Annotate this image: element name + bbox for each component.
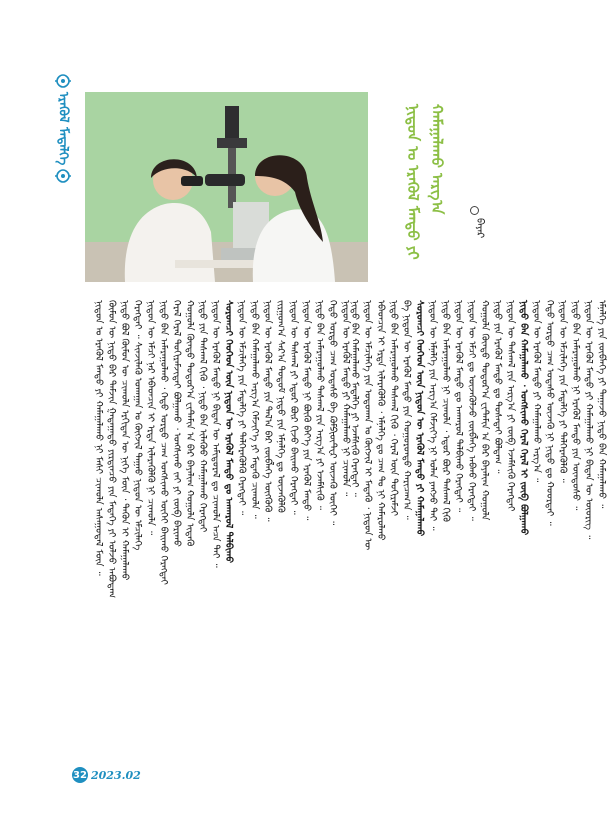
- ornament-bottom-icon: [54, 169, 72, 183]
- text-column: ᠨᠢᠳᠦᠨ ᠦ ᠡᠷᠡᠭᠦᠯ ᠮᠡᠨᠳᠦ ᠶᠢᠨ ᠲᠠᠯ᠎ᠠ ᠪᠠᠷ ᠵᠥᠪᠯᠡᠭᠡ ᠥᠭᠭᠦᠬᠦ ᠃: [262, 300, 273, 522]
- text-column: ᠨᠢᠳᠦᠨ ᠦ ᠡᠷᠡᠭᠦᠯ ᠮᠡᠨᠳᠦ ᠶᠢ ᠬᠠᠮᠠᠭᠠᠯᠠᠬᠤ ᠨᠢ ᠪᠢᠳᠡᠨ ᠦ ᠦᠦᠷᠢᠭ ᠃: [583, 300, 594, 540]
- article-title-line-2: ᠬᠠᠮᠠᠭᠠᠯᠠᠬᠤ ᠠᠷᠭ᠎ᠠ: [428, 104, 446, 215]
- text-column: ᠨᠢᠳᠦᠨ ᠦ ᠡᠮᠴᠢᠯᠡᠭᠡ ᠶᠢᠨ ᠮᠡᠳᠡᠯᠭᠡ ᠶᠢ ᠳᠡᠯᠭᠡᠷᠡᠭᠦᠯᠬᠦ ᠃: [557, 300, 568, 483]
- text-column: ᠨᠢᠳᠦᠨ ᠦ ᠡᠮᠨᠡᠯᠭᠡ ᠶᠢᠨ ᠠᠷᠭ᠎ᠠ ᠬᠡᠮᠵᠢᠶ᠎ᠡ ᠨᠢ ᠣᠯᠠᠨ ᠶᠠᠩᠵᠤ ᠲᠠᠢ ᠃: [427, 300, 438, 531]
- text-column: ᠨᠢᠳᠦᠨ ᠦ ᠡᠷᠡᠭᠦᠯ ᠮᠡᠨᠳᠦ ᠶᠢ ᠬᠠᠮᠠᠭᠠᠯᠠᠬᠤ ᠨᠢ ᠴᠢᠬᠤᠯᠠ ᠃: [340, 300, 351, 497]
- text-column: ᠬᠣᠭᠣᠯᠠ ᠬᠦᠨᠳᠦ ᠳᠣᠲᠣᠷ᠎ᠠ ᠸᠢᠲ᠋ᠠᠮᠢᠨ ᠠ ᠪᠠᠷ ᠪᠠᠶᠠᠯᠢᠭ ᠬᠣᠭᠣᠯᠠ ᠢᠳᠡᠬᠦ: [184, 300, 195, 547]
- text-column: ᠨᠢᠳᠦ ᠪᠡᠨ ᠠᠮᠠᠷᠠᠭᠤᠯᠬᠤ ᠂ ᠬᠡᠲᠦ ᠤᠷᠲᠤ ᠴᠠᠭ ᠤᠩᠰᠢᠬᠤ ᠦᠭᠡᠢ ᠪᠠᠢᠬᠤ ᠬᠡᠷᠡᠭᠲᠡᠢ: [158, 300, 169, 585]
- text-column: ᠨᠢᠳᠦ ᠪᠡᠨ ᠬᠠᠮᠠᠭᠠᠯᠠᠬᠤ ᠮᠡᠳᠡᠯᠭᠡ ᠶᠢ ᠡᠵᠡᠮᠰᠢᠬᠦ ᠬᠡᠷᠡᠭᠲᠡᠢ ᠃: [349, 300, 360, 497]
- text-column: ᠨᠢᠳᠦ ᠪᠣᠯ ᠬᠦᠮᠦᠨ ᠦ ᠴᠢᠬᠤᠯᠠ ᠡᠷᠬᠢᠲᠡᠨ ᠦ ᠨᠢᠭᠡ ᠮᠥᠨ ᠂ ᠲᠡᠭᠦᠨ ᠢ ᠬᠠᠮᠠᠭᠠᠯᠠᠬᠤ: [119, 300, 130, 581]
- text-column: ᠨᠢᠳᠦᠨ ᠦ ᠡᠷᠡᠭᠦᠯ ᠮᠡᠨᠳᠦ ᠶᠢ ᠬᠠᠮᠠᠭᠠᠯᠠᠬᠤ ᠠᠷᠭ᠎ᠠ ᠃: [531, 300, 542, 483]
- text-column: ᠬᠣᠭᠣᠯᠠ ᠬᠦᠨᠳᠦ ᠳᠣᠲᠣᠷ᠎ᠠ ᠸᠢᠲ᠋ᠠᠮᠢᠨ ᠠ ᠪᠠᠷ ᠪᠠᠶᠠᠯᠢᠭ ᠬᠣᠭᠣᠯᠠ: [479, 300, 490, 521]
- page-number: 32: [72, 767, 88, 783]
- text-column: ᠨᠢᠳᠦᠨ ᠦ ᠡᠮᠴᠢ ᠨᠡᠷ ᠡᠪᠡᠳᠴᠢᠨ ᠢ ᠡᠷᠲᠡ ᠢᠯᠡᠷᠡᠭᠦᠯᠬᠦ ᠨᠢ ᠴᠢᠬᠤᠯᠠ ᠃: [145, 300, 156, 536]
- text-column: ᠨᠢᠳᠦ ᠪᠡᠨ ᠠᠮᠠᠷᠠᠭᠤᠯᠬᠤ ᠳᠠᠰᠬᠠᠯ ᠬᠢᠬᠦ ᠂ ᠭᠡᠷᠡᠯ ᠦᠨ ᠲᠣᠬᠢᠷᠠᠮᠵᠢ: [388, 300, 399, 517]
- text-column: ᠨᠢᠳᠦ ᠪᠡᠨ ᠬᠠᠮᠠᠭᠠᠯᠠᠬᠤ ᠠᠷᠭ᠎ᠠ ᠬᠡᠮᠵᠢᠶ᠎ᠡ ᠶᠢ ᠮᠡᠳᠡᠬᠦ ᠴᠢᠬᠤᠯᠠ ᠃: [249, 300, 260, 519]
- issue-date: 2023.02: [91, 768, 141, 782]
- author-bullet-icon: [470, 206, 479, 215]
- text-column: ᠨᠢᠳᠦ ᠪᠡᠨ ᠠᠮᠠᠷᠠᠭᠤᠯᠬᠤ ᠨᠢ ᠡᠷᠡᠭᠦᠯ ᠮᠡᠨᠳᠦ ᠶᠢᠨ ᠦᠨᠳᠦᠰᠦ ᠃: [570, 300, 581, 511]
- text-column-heading: ᠰᠤᠷᠤᠭᠴᠢ ᠬᠡᠦᠬᠡᠳ ᠦᠨ ᠨᠢᠳᠦᠨ ᠦ ᠡᠷᠡᠭᠦᠯ ᠮᠡᠨᠳᠦ ᠶᠢ ᠬᠠᠮᠠᠭᠠᠯᠠᠬᠤ: [414, 300, 425, 537]
- text-column: ᠡᠪᠡᠳᠴᠢᠨ ᠢ ᠡᠷᠲᠡ ᠢᠯᠡᠷᠡᠭᠦᠯᠬᠦ ᠂ ᠡᠮᠨᠡᠯᠭᠡ ᠳᠤ ᠴᠠᠭ ᠲᠤ ᠨᠢ ᠬᠠᠮᠠᠷᠤᠯᠬᠤ: [375, 300, 386, 541]
- body-right-block: [92, 300, 351, 735]
- page-footer: [72, 765, 141, 785]
- text-column: ᠨᠢᠳᠦᠨ ᠦ ᠡᠷᠡᠭᠦᠯ ᠮᠡᠨᠳᠦ ᠨᠢ ᠪᠢᠳᠡᠨ ᠦ ᠠᠮᠢᠳᠤᠷᠠᠯ ᠳᠤ ᠴᠢᠬᠤᠯᠠ ᠠᠴᠠ ᠲᠠᠢ ᠃: [210, 300, 221, 568]
- section-label: ᠡᠷᠡᠭᠦᠯ ᠮᠡᠳᠡᠯᠭᠡ: [55, 92, 71, 166]
- text-column: ᠨᠢᠳᠦᠨ ᠦ ᠳᠠᠰᠬᠠᠯ ᠶᠢᠨ ᠠᠷᠭ᠎ᠠ ᠶᠢ ᠵᠥᠪ ᠡᠵᠡᠮᠰᠢᠬᠦ ᠬᠡᠷᠡᠭᠲᠡᠢ: [505, 300, 516, 512]
- text-column: ᠨᠢᠳᠦ ᠪᠡᠨ ᠠᠮᠠᠷᠠᠭᠤᠯᠬᠤ ᠨᠢ ᠴᠢᠬᠤᠯᠠ ᠂ ᠡᠳᠦᠷ ᠪᠦᠷ ᠳᠠᠰᠬᠠᠯ ᠬᠢᠬᠦ: [440, 300, 451, 522]
- text-column: ᠨᠢᠳᠦᠨ ᠦ ᠡᠮᠴᠢᠯᠡᠭᠡ ᠶᠢᠨ ᠣᠳᠣᠬᠠᠨ ᠤ ᠬᠥᠭᠵᠢᠯ ᠢ ᠮᠡᠳᠡᠬᠦ ᠂ ᠨᠢᠳᠦᠨ ᠦ: [362, 300, 373, 551]
- text-column: ᠬᠡᠷᠡᠭᠲᠡᠢ ᠃ ᠰᠢᠨᠵᠢᠯᠡᠬᠦ ᠤᠬᠠᠭᠠᠨ ᠤ ᠬᠥᠭᠵᠢᠯ ᠳᠠᠭᠠᠤ ᠨᠢᠳᠦᠨ ᠦ ᠡᠮᠴᠢᠯᠡᠭᠡ: [132, 300, 143, 551]
- text-column-heading: ᠰᠤᠷᠤᠭᠴᠢ ᠬᠡᠦᠬᠡᠳ ᠦᠨ ᠨᠢᠳᠦᠨ ᠦ ᠡᠷᠡᠭᠦᠯ ᠮᠡᠨᠳᠦ ᠳᠤ ᠠᠨᠬᠠᠷᠤᠯ ᠲᠠᠯᠪᠢᠬᠤ: [223, 300, 234, 564]
- text-column: ᠨᠢᠳᠦᠨ ᠦ ᠳᠠᠰᠬᠠᠯ ᠶᠢ ᠡᠳᠦᠷ ᠪᠦᠷ ᠬᠢᠵᠦ ᠪᠠᠢᠬᠤ ᠬᠡᠷᠡᠭᠲᠡᠢ ᠃: [288, 300, 299, 515]
- text-column: ᠡᠮᠨᠡᠯᠭᠡ ᠶᠢᠨ ᠵᠥᠪᠯᠡᠭᠡ ᠶᠢ ᠳᠠᠭᠠᠵᠤ ᠨᠢᠳᠦ ᠪᠡᠨ ᠬᠠᠮᠠᠭᠠᠯᠠᠬᠤ ᠃: [596, 300, 607, 509]
- text-column: ᠨᠢᠳᠦᠨ ᠤ ᠡᠷᠡᠭᠦᠯ ᠮᠡᠨᠳᠦ ᠶᠢ ᠬᠠᠮᠠᠭᠠᠯᠠᠬᠤ ᠨᠢ ᠮᠠᠰᠢ ᠴᠢᠬᠤᠯᠠ ᠠᠰᠠᠭᠤᠳᠠᠯ ᠮᠥᠨ ᠃: [93, 300, 104, 576]
- text-column: ᠬᠡᠲᠦ ᠤᠷᠲᠤ ᠴᠠᠭ ᠤᠲᠠᠰᠤ ᠪᠠ ᠺᠣᠮᠫᠢᠦ᠋ᠲ᠋ᠧᠷ ᠦᠵᠡᠬᠦ ᠦᠭᠡᠢ ᠃: [327, 300, 338, 526]
- author-name: ᠪᠠᠶᠠᠷ: [474, 218, 485, 239]
- text-column: ᠨᠢᠳᠦ ᠪᠡᠨ ᠠᠮᠠᠷᠠᠭᠤᠯᠬᠤ ᠳᠠᠰᠬᠠᠯ ᠶᠢᠨ ᠠᠷᠭ᠎ᠠ ᠶᠢ ᠡᠵᠡᠮᠰᠢᠬᠦ ᠃: [314, 300, 325, 510]
- text-column: ᠬᠡᠷᠡᠯ ᠭᠡᠷᠡᠯ ᠲᠣᠬᠢᠷᠠᠮᠵᠢᠲᠠᠢ ᠪᠣᠯᠭᠠᠬᠤ ᠂ ᠤᠩᠰᠢᠬᠤ ᠵᠠᠢ ᠶᠢ ᠵᠥᠪ ᠪᠠᠷᠢᠬᠤ: [171, 300, 182, 547]
- section-header: [52, 74, 74, 194]
- text-column: ᠨᠢᠳᠦᠨ ᠦ ᠡᠮᠴᠢᠯᠡᠭᠡ ᠶᠢᠨ ᠮᠡᠳᠡᠯᠭᠡ ᠶᠢ ᠳᠡᠯᠭᠡᠷᠡᠭᠦᠯᠬᠦ ᠬᠡᠷᠡᠭᠲᠡᠢ ᠃: [236, 300, 247, 515]
- text-column: ᠵᠢᠷᠭᠤᠭ᠎ᠠ ᠰᠠᠷ᠎ᠠ ᠲᠤᠲᠤᠮ ᠨᠢᠳᠦ ᠶᠢᠨ ᠡᠮᠨᠡᠯᠭᠡ ᠳᠤ ᠦᠵᠡᠭᠦᠯᠬᠦ: [275, 300, 286, 513]
- text-column: ᠨᠢᠳᠦ ᠶᠢᠨ ᠡᠷᠡᠭᠦᠯ ᠮᠡᠨᠳᠦ ᠳᠤ ᠲᠤᠰᠠᠲᠠᠢ ᠪᠣᠯᠳᠠᠭ ᠃: [492, 300, 503, 474]
- article-title-line-1: ᠨᠢᠳᠦᠨ ᠤ ᠡᠷᠡᠭᠦᠯ ᠮᠡᠨᠳᠦ ᠶᠢ: [404, 104, 422, 260]
- text-column: ᠬᠦᠮᠦᠨ ᠦ ᠨᠢᠳᠦ ᠪᠡᠷ ᠳᠠᠮᠵᠢᠨ ᠭᠠᠳᠠᠭᠠᠳᠤ ᠶᠢᠷᠲᠢᠨᠴᠦ ᠶᠢᠨ ᠮᠡᠳᠡᠭᠡ ᠶᠢ ᠣᠯᠵᠤ ᠠᠪᠤᠳᠠᠭ: [106, 300, 117, 599]
- text-column: ᠪᠠ ᠨᠢᠳᠦᠨ ᠦ ᠡᠷᠡᠭᠦᠯ ᠮᠡᠨᠳᠦ ᠶᠢᠨ ᠬᠣᠭᠣᠷᠤᠨᠳᠤ ᠬᠠᠷᠢᠴᠠᠭ᠎ᠠ ᠃: [401, 300, 412, 520]
- text-column: ᠨᠢᠳᠦᠨ ᠦ ᠡᠮᠴᠢ ᠳᠤ ᠦᠵᠡᠭᠦᠯᠵᠦ ᠵᠥᠪᠯᠡᠭᠡ ᠠᠪᠬᠤ ᠬᠡᠷᠡᠭᠲᠡᠢ ᠃: [466, 300, 477, 521]
- body-left-block: [348, 300, 607, 735]
- text-column-heading: ᠨᠢᠳᠦ ᠪᠡᠨ ᠬᠠᠮᠠᠭᠠᠯᠠᠬᠤ ᠂ ᠤᠩᠰᠢᠬᠤ ᠬᠡᠷᠡᠯ ᠭᠡᠷᠡᠯ ᠢ ᠵᠥᠪ ᠪᠣᠯᠭᠠᠬᠤ: [518, 300, 529, 536]
- text-column: ᠨᠢᠳᠦᠨ ᠦ ᠡᠷᠡᠭᠦᠯ ᠮᠡᠨᠳᠦ ᠳᠤ ᠠᠨᠬᠠᠷᠤᠯ ᠲᠠᠯᠪᠢᠬᠤ ᠬᠡᠷᠡᠭᠲᠡᠢ ᠃: [453, 300, 464, 513]
- text-column: ᠨᠢᠳᠦᠨ ᠦ ᠡᠷᠡᠭᠦᠯ ᠮᠡᠨᠳᠦ ᠨᠢ ᠪᠦᠬᠦ ᠪᠡᠶ᠎ᠡ ᠶᠢᠨ ᠡᠷᠡᠭᠦᠯ ᠮᠡᠨᠳᠦ ᠃: [301, 300, 312, 521]
- ornament-top-icon: [54, 74, 72, 88]
- eye-exam-photo: [85, 92, 368, 282]
- text-column: ᠨᠢᠳᠦ ᠶᠢᠨ ᠳᠠᠰᠬᠠᠯ ᠬᠢᠬᠦ ᠂ ᠨᠢᠳᠦ ᠪᠡᠨ ᠢᠯᠡᠭᠦᠦ ᠬᠠᠮᠠᠭᠠᠯᠠᠬᠤ ᠬᠡᠷᠡᠭᠲᠡᠢ: [197, 300, 208, 533]
- text-column: ᠬᠡᠲᠦ ᠤᠷᠲᠤ ᠴᠠᠭ ᠤᠲᠠᠰᠤ ᠦᠵᠡᠬᠦ ᠨᠢ ᠨᠢᠳᠦ ᠳᠤ ᠬᠣᠣᠷᠲᠠᠢ ᠃: [544, 300, 555, 526]
